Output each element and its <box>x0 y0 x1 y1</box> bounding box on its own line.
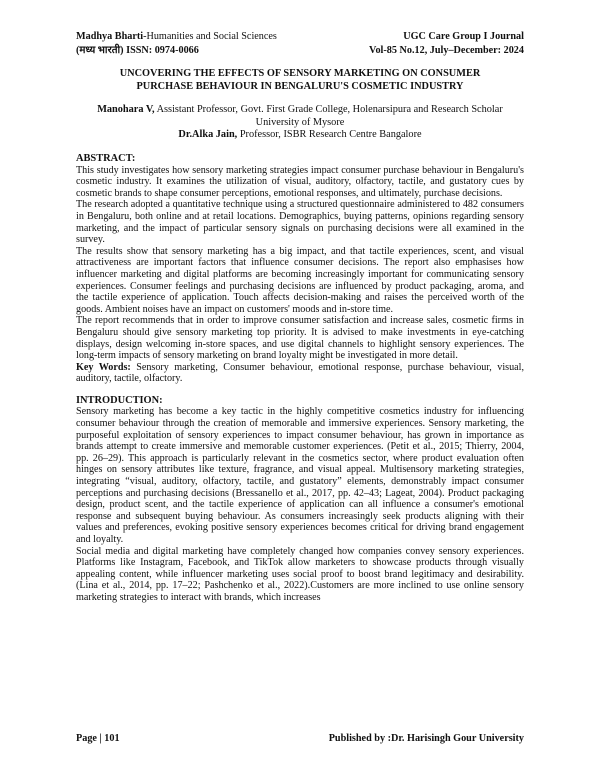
author-1: Manohara V, Assistant Professor, Govt. First Grade College, Holenarsipura and Research Scholar <box>97 104 503 115</box>
abstract-paragraph: This study investigates how sensory marketing strategies impact consumer purchase behaviour in Bengaluru's cosmetic industry. It examines the utilization of visual, auditory, olfactory, tactile, and gustatory cues by cosmetic brands to shape consumer perceptions, emotional responses, and ultimately, purchase decisions. <box>76 164 524 199</box>
intro-paragraph: Sensory marketing has become a key tactic in the highly competitive cosmetics industry for influencing consumer behaviour through the creation of memorable and immersive experiences. Sensory marketing, the purposeful exploitation of sensory experiences to impact consumer behaviour, has grown in importance as brands attempt to create immersive and memorable customer experiences. (Petit et al., 2015; Thierry, 2004, pp. 26–29). This approach is particularly relevant in the cosmetics sector, where product evaluation often hinges on sensory attributes like texture, fragrance, and visual appeal. Multisensory marketing strategies, integrating “visual, auditory, olfactory, tactile, and gustatory” elements, demonstrably impact consumer perceptions and purchasing decisions (Bressanello et al., 2017, pp. 42–43; Lageat, 2004). Product packaging design, product scent, and the tactile experience of application can all influence a consumer's emotional response and subsequent buying behaviour. As consumers increasingly seek products aligning with their values and preferences, evoking positive sensory experiences becomes critical for driving brand engagement and loyalty. <box>76 406 524 545</box>
abstract-paragraph: The research adopted a quantitative technique using a structured questionnaire administered to 482 consumers in Bengaluru, both online and at retail locations. Demographics, buying patterns, opinions regarding sensory marketing, and the impact of particular sensory signals on purchasing decisions were all examined in the survey. <box>76 199 524 246</box>
publisher: Published by :Dr. Harisingh Gour University <box>328 733 524 744</box>
author-1-affiliation: University of Mysore <box>255 116 345 128</box>
care-group-label: UGC Care Group I Journal <box>403 31 524 42</box>
running-header-top <box>76 31 524 43</box>
issn-line: (मध्य भारती) ISSN: 0974-0066 <box>76 45 199 56</box>
abstract-heading: ABSTRACT: <box>76 153 136 164</box>
page-number: Page | 101 <box>76 733 120 744</box>
article-title: UNCOVERING THE EFFECTS OF SENSORY MARKETING ON CONSUMER PURCHASE BEHAVIOUR IN BENGALURU'S COSMETIC INDUSTRY <box>119 68 481 92</box>
running-header-bottom <box>76 45 524 57</box>
keywords: Key Words: Sensory marketing, Consumer behaviour, emotional response, purchase behaviour, visual, auditory, tactile, olfactory. <box>76 361 524 385</box>
abstract-paragraph: The report recommends that in order to improve consumer satisfaction and increase sales, cosmetic firms in Bengaluru should give sensory marketing top priority. It is advised to make investments in eye-catching displays, design welcoming in-store spaces, and use digital channels to highlight sensory experiences. The long-term impacts of sensory marketing on brand loyalty might be investigated in more detail. <box>76 315 524 362</box>
introduction-heading: INTRODUCTION: <box>76 394 163 406</box>
author-2: Dr.Alka Jain, Professor, ISBR Research Centre Bangalore <box>178 129 422 141</box>
intro-paragraph: Social media and digital marketing have completely changed how companies convey sensory experiences. Platforms like Instagram, Facebook, and TikTok allow marketers to showcase products through visually appealing content, while influencer marketing uses social proof to boost brand legitimacy and desirability. (Lina et al., 2014, pp. 17–22; Pashchenko et al., 2022).Customers are more inclined to use online sensory marketing strategies to interact with brands, which increases <box>76 545 524 603</box>
article-body <box>76 153 524 604</box>
journal-title: Madhya Bharti-Humanities and Social Sciences <box>76 31 277 42</box>
abstract-paragraph: The results show that sensory marketing has a big impact, and that tactile experiences, scent, and visual attractiveness are important factors that influence consumer decisions. The report also emphasises how influencer marketing and digital platforms are becoming increasingly important for communicating sensory experiences. Consumer feelings and purchasing decisions are influenced by product packaging, aroma, and the tactile experience of application. Touch affects decision-making and raises the perceived worth of the goods. Ambient noises have an impact on customers' moods and in-store time. <box>76 245 524 315</box>
volume-label: Vol-85 No.12, July–December: 2024 <box>369 45 524 56</box>
page-footer <box>76 733 524 744</box>
author-block <box>76 104 524 142</box>
